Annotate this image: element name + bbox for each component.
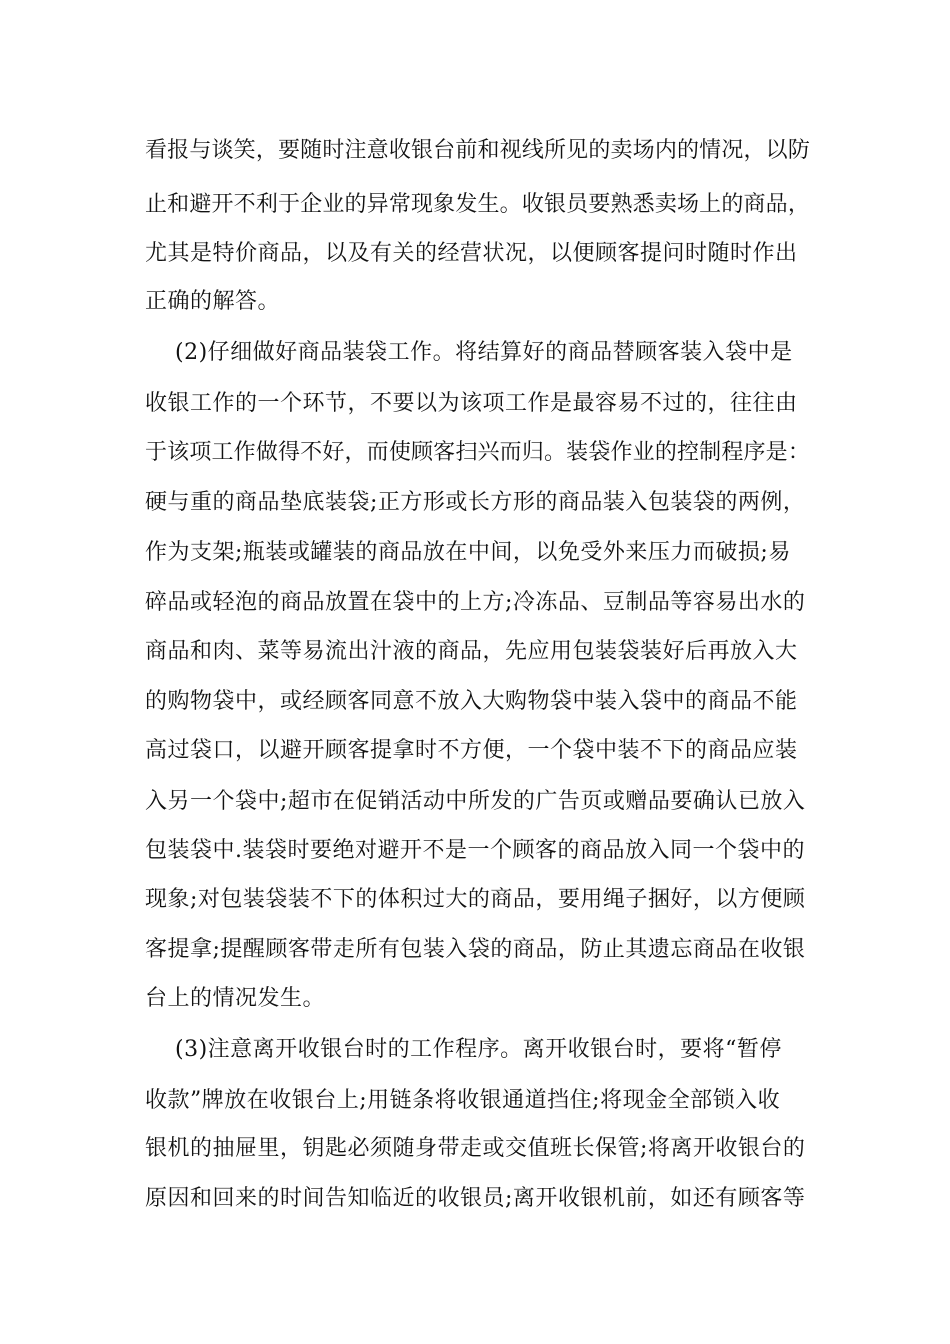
text-line: 于该项工作做得不好，而使顾客扫兴而归。装袋作业的控制程序是： xyxy=(145,440,811,465)
text-line: 碎品或轻泡的商品放置在袋中的上方;冷冻品、豆制品等容易出水的 xyxy=(145,590,806,615)
text-line: 尤其是特价商品，以及有关的经营状况，以便顾客提问时随时作出 xyxy=(145,241,798,266)
text-line: 客提拿;提醒顾客带走所有包装入袋的商品，防止其遗忘商品在收银 xyxy=(145,937,806,962)
text-line: 商品和肉、菜等易流出汁液的商品，先应用包装袋装好后再放入大 xyxy=(145,639,798,664)
text-line: 看报与谈笑，要随时注意收银台前和视线所见的卖场内的情况，以防 xyxy=(145,138,811,163)
text-line: (3)注意离开收银台时的工作程序。离开收银台时，要将“暂停 xyxy=(175,1037,782,1062)
text-line: 入另一个袋中;超市在促销活动中所发的广告页或赠品要确认已放入 xyxy=(145,789,806,814)
text-line: 现象;对包装袋装不下的体积过大的商品，要用绳子捆好，以方便顾 xyxy=(145,887,806,912)
text-line: 止和避开不利于企业的异常现象发生。收银员要熟悉卖场上的商品， xyxy=(145,192,811,217)
text-line: 硬与重的商品垫底装袋;正方形或长方形的商品装入包装袋的两例， xyxy=(145,490,806,515)
text-line: 的购物袋中，或经顾客同意不放入大购物袋中装入袋中的商品不能 xyxy=(145,689,798,714)
text-line: 作为支架;瓶装或罐装的商品放在中间，以免受外来压力而破损;易 xyxy=(145,540,791,565)
text-line: 包装袋中.装袋时要绝对避开不是一个顾客的商品放入同一个袋中的 xyxy=(145,838,805,863)
text-line: 收款”牌放在收银台上;用链条将收银通道挡住;将现金全部锁入收 xyxy=(145,1088,781,1113)
text-line: (2)仔细做好商品装袋工作。将结算好的商品替顾客装入袋中是 xyxy=(175,340,793,365)
text-line: 银机的抽屉里，钥匙必须随身带走或交值班长保管;将离开收银台的 xyxy=(145,1136,806,1161)
text-line: 原因和回来的时间告知临近的收银员;离开收银机前，如还有顾客等 xyxy=(145,1186,806,1211)
text-line: 高过袋口，以避开顾客提拿时不方便，一个袋中装不下的商品应装 xyxy=(145,738,798,763)
text-line: 收银工作的一个环节，不要以为该项工作是最容易不过的，往往由 xyxy=(145,391,798,416)
text-line: 正确的解答。 xyxy=(145,289,281,314)
text-line: 台上的情况发生。 xyxy=(145,986,326,1011)
